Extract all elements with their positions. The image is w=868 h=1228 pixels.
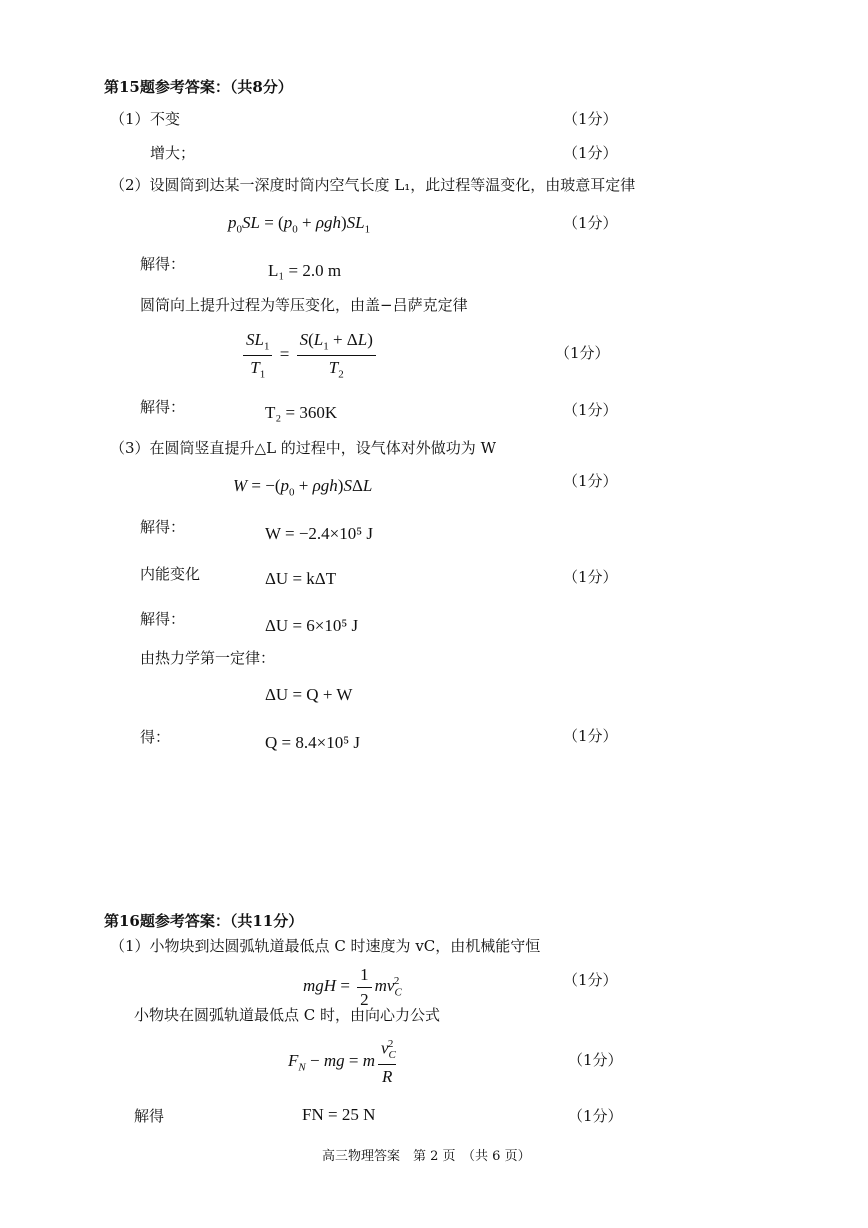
q15-gay-lussac-score: （1分） [555, 344, 610, 362]
q16-centripetal-score: （1分） [568, 1051, 623, 1069]
q16-part1-text: （1）小物块到达圆弧轨道最低点 C 时速度为 vC，由机械能守恒 [110, 937, 541, 955]
q15-w-result: W = −2.4×10⁵ J [265, 524, 374, 543]
q16-energy-equation: mgH = $\frac{1}{2}$ $mv_C^2$ [303, 965, 402, 1009]
q15-part1-label: （1） [110, 110, 150, 128]
q15-du-score: （1分） [563, 568, 618, 586]
q15-part1-a-score: （1分） [563, 110, 618, 128]
q15-part1-answer-a: 不变 [150, 110, 181, 128]
q15-q-result: Q = 8.4×10⁵ J [265, 733, 360, 752]
page-footer: 高三物理答案 第 2 页 （共 6 页） [322, 1149, 531, 1164]
q16-heading: 第16题参考答案：（共11分） [104, 912, 304, 930]
q15-internal-energy-label: 内能变化 [140, 565, 201, 583]
q15-boyle-equation: $p_0SL = (p_0 + \rho gh)SL_1$ [228, 213, 371, 236]
q15-gay-lussac-equation: $\frac{SL_1}{T_1}$ = $\frac{S(L_1 + \Delta L)}{T_2}$ [240, 330, 379, 381]
q15-l1-result: L₁ = 2.0 m [268, 261, 342, 280]
q15-part2-text: （2）设圆筒到达某一深度时筒内空气长度 L₁，此过程等温变化，由玻意耳定律 [110, 176, 636, 194]
q15-part1-answer-b: 增大； [150, 144, 196, 162]
q16-fn-score: （1分） [568, 1107, 623, 1125]
q16-solve-label: 解得 [134, 1107, 165, 1125]
q15-part3-text: （3）在圆筒竖直提升△L 的过程中，设气体对外做功为 W [110, 439, 496, 457]
q15-heading: 第15题参考答案：（共8分） [104, 78, 293, 96]
q16-part1-text2: 小物块在圆弧轨道最低点 C 时，由向心力公式 [134, 1006, 441, 1024]
q15-du-result: ΔU = 6×10⁵ J [265, 616, 359, 635]
q15-solve1-label: 解得： [140, 255, 186, 273]
q15-du-equation: ΔU = kΔT [265, 569, 337, 588]
q15-thermo-text: 由热力学第一定律： [140, 649, 276, 667]
q15-solve2-label: 解得： [140, 398, 186, 416]
q16-centripetal-equation: $F_N$ − mg = m $\frac{v_C^2}{R}$ [288, 1038, 396, 1086]
q15-work-score: （1分） [563, 472, 618, 490]
q15-t2-result: T₂ = 360K [265, 403, 338, 422]
q15-part1-b-score: （1分） [563, 144, 618, 162]
q15-first-law: ΔU = Q + W [265, 685, 353, 704]
q16-fn-result: FN = 25 N [302, 1105, 376, 1124]
q15-t2-score: （1分） [563, 401, 618, 419]
q15-get-label: 得： [140, 728, 171, 746]
q15-part2-text2: 圆筒向上提升过程为等压变化，由盖−吕萨克定律 [140, 296, 468, 314]
q15-boyle-score: （1分） [563, 214, 618, 232]
q15-solve4-label: 解得： [140, 610, 186, 628]
q16-energy-score: （1分） [563, 971, 618, 989]
q15-q-score: （1分） [563, 727, 618, 745]
q15-work-equation: $W = -(p_0 + \rho gh)S\Delta L$ [233, 476, 373, 499]
q15-solve3-label: 解得： [140, 518, 186, 536]
